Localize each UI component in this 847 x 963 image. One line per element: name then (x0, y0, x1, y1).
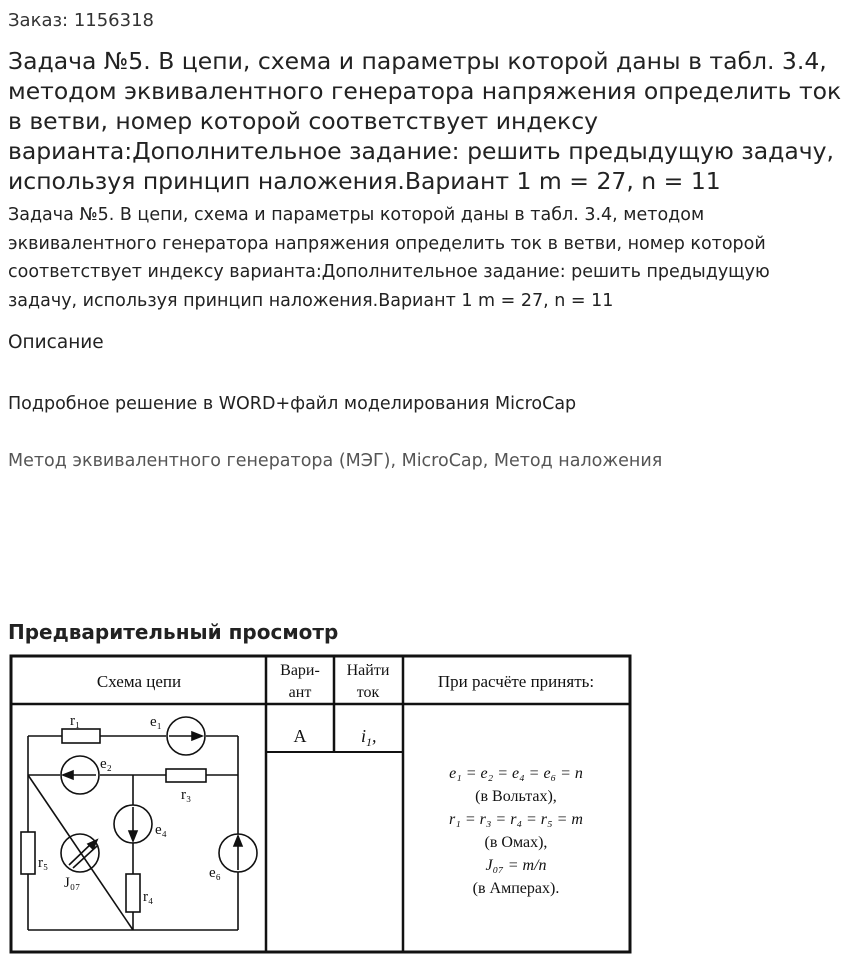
cond-amps: (в Амперах). (472, 880, 560, 897)
label-r4: r₄ (143, 889, 154, 905)
preview-heading: Предварительный просмотр (8, 620, 339, 644)
label-e2: e₂ (100, 756, 112, 772)
order-number: Заказ: 1156318 (8, 10, 154, 31)
resistor-r1 (62, 729, 100, 743)
cond-volts: (в Вольтах), (475, 788, 557, 805)
header-conditions: При расчёте принять: (437, 672, 595, 691)
preview-image (9, 654, 632, 954)
variant-cell: A (293, 726, 307, 746)
resistor-r3 (166, 769, 206, 782)
header-circuit: Схема цепи (96, 672, 182, 691)
label-e1: e₁ (150, 714, 162, 730)
header-variant-1: Вари- (280, 662, 320, 679)
label-r1: r₁ (70, 713, 81, 729)
task-title: Задача №5. В цепи, схема и параметры которой даны в табл. 3.4, методом эквивалентного генератора напряжения определить ток в ветви, номер которой соответствует индексу варианта:Дополнительное задание: решить предыдущую задачу, используя принцип наложения.Вариант 1 m = 27, n = 11 (8, 47, 842, 195)
find-current: $i_1$, (361, 726, 377, 749)
cond-ohms: (в Омах), (484, 834, 548, 851)
header-variant-2: ант (288, 684, 312, 701)
description-heading: Описание (8, 332, 104, 353)
task-description: Задача №5. В цепи, схема и параметры которой даны в табл. 3.4, методом эквивалентного генератора напряжения определить ток в ветви, номер которой соответствует индексу варианта:Дополнительное задание: решить предыдущую задачу, используя принцип наложения.Вариант 1 m = 27, n = 11 (8, 205, 770, 311)
header-find-1: Найти (346, 662, 390, 679)
label-e6: e₆ (209, 865, 221, 881)
header-find-2: ток (356, 684, 380, 701)
circuit-diagram (21, 717, 257, 930)
cond-r: r₁ = r₃ = r₄ = r₅ = m (449, 811, 583, 828)
label-j07: J₀₇ (64, 875, 81, 891)
resistor-r5 (21, 832, 35, 874)
label-r5: r₅ (38, 855, 49, 871)
cond-j: J₀₇ = m/n (485, 857, 547, 874)
cond-e: e₁ = e₂ = e₄ = e₆ = n (449, 765, 583, 782)
label-e4: e₄ (155, 822, 167, 838)
solution-details: Подробное решение в WORD+файл моделирования MicroCap (8, 394, 577, 414)
resistor-r4 (126, 874, 140, 912)
label-r3: r₃ (181, 787, 192, 803)
tags-list[interactable]: Метод эквивалентного генератора (МЭГ), MicroCap, Метод наложения (8, 451, 663, 471)
